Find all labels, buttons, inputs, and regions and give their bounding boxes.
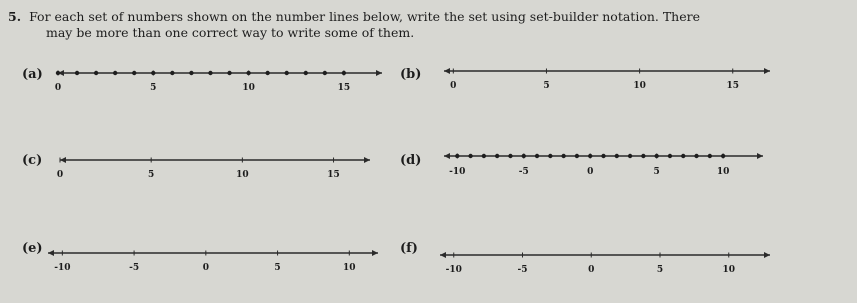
left-arrow-icon [440,252,446,258]
plotted-point [575,154,579,158]
plotted-point [323,71,327,75]
part-label: (a) [22,67,43,82]
plotted-point [522,154,526,158]
plotted-point [227,71,231,75]
plotted-point [628,154,632,158]
number-line-c [22,153,370,180]
tick-label-10: 10 [242,83,255,93]
number-line-e [22,241,378,273]
tick-label-10: 10 [236,170,249,180]
tick-label-0: 0 [202,263,209,273]
number-line-a [22,67,382,93]
plotted-point [508,154,512,158]
plotted-point [246,71,250,75]
left-arrow-icon [48,250,54,256]
tick-label-neg10: -10 [54,263,71,273]
tick-label-10: 10 [343,263,356,273]
problem-text-line1: For each set of numbers shown on the number lines below, write the set using set-builder notation. There [29,9,700,24]
plotted-point [482,154,486,158]
plotted-point [561,154,565,158]
left-arrow-icon [444,153,450,159]
plotted-point [708,154,712,158]
plotted-point [694,154,698,158]
plotted-point [342,71,346,75]
plotted-point [641,154,645,158]
tick-label-15: 15 [327,170,340,180]
plotted-point [588,154,592,158]
tick-label-10: 10 [722,265,736,275]
tick-label-5: 5 [653,167,660,177]
plotted-point [721,154,725,158]
right-arrow-icon [376,70,382,76]
tick-label-0: 0 [588,265,595,275]
tick-label-5: 5 [656,265,664,275]
problem-text-line2: may be more than one correct way to write some of them. [46,25,415,40]
plotted-point [151,71,155,75]
part-label: (f) [400,241,418,256]
plotted-point [601,154,605,158]
right-arrow-icon [757,153,763,159]
tick-label-5: 5 [274,263,281,273]
tick-label-15: 15 [337,83,351,93]
number-line-f [400,241,770,275]
number-line-d [400,153,763,177]
tick-label-5: 5 [148,170,155,180]
plotted-point [132,71,136,75]
tick-label-5: 5 [150,83,157,93]
plotted-point [548,154,552,158]
plotted-point [455,154,459,158]
plotted-point [535,154,539,158]
right-arrow-icon [364,157,370,163]
plotted-point [75,71,79,75]
plotted-point [265,71,269,75]
right-arrow-icon [764,68,770,74]
tick-label-0: 0 [587,167,594,177]
tick-label-0: 0 [54,83,62,93]
part-label: (d) [400,153,422,168]
number-line-b [400,67,770,91]
plotted-point [113,71,117,75]
right-arrow-icon [372,250,378,256]
problem-number: 5. [8,9,22,24]
plotted-point [170,71,174,75]
tick-label-neg5: -5 [518,167,529,177]
right-arrow-icon [764,252,770,258]
plotted-point [304,71,308,75]
part-label: (c) [22,153,43,168]
plotted-point [615,154,619,158]
part-label: (e) [22,241,43,256]
plotted-point [94,71,98,75]
tick-label-neg10: -10 [445,265,462,275]
tick-label-10: 10 [633,81,646,91]
part-label: (b) [400,67,422,82]
plotted-point [668,154,672,158]
plotted-point [208,71,212,75]
tick-label-neg5: -5 [517,265,528,275]
plotted-point [654,154,658,158]
plotted-point [189,71,193,75]
left-arrow-icon [60,157,66,163]
plotted-point [56,71,60,75]
plotted-point [495,154,499,158]
plotted-point [468,154,472,158]
plotted-point [285,71,289,75]
tick-label-neg10: -10 [449,167,466,177]
tick-label-0: 0 [450,81,457,91]
tick-label-5: 5 [543,81,550,91]
tick-label-neg5: -5 [129,263,140,273]
left-arrow-icon [444,68,450,74]
tick-label-10: 10 [716,167,730,177]
tick-label-0: 0 [56,170,64,180]
plotted-point [681,154,685,158]
tick-label-15: 15 [726,81,740,91]
